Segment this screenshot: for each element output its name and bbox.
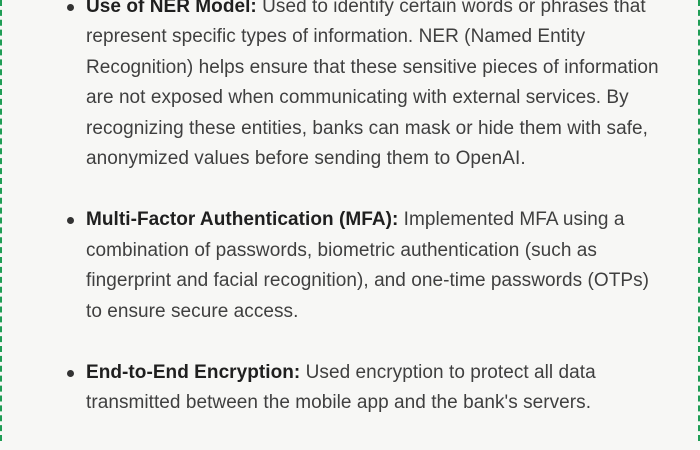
list-item-ner-model [0, 0, 700, 174]
bullet-icon [67, 370, 74, 377]
bullet-icon [67, 4, 74, 11]
item-title: Use of NER Model: [86, 0, 257, 17]
item-text: Used to identify certain words or phrases that represent specific types of information. NER (Named Entity Recognition) helps ensure that these sensitive pieces of information are not exposed when communicating with external services. By recognizing these entities, banks can mask or hide them with safe, anonymized values before sending them to OpenAI. [86, 0, 659, 170]
list-item-encryption [0, 358, 700, 419]
list-item-mfa [0, 205, 700, 327]
bullet-icon [67, 217, 74, 224]
item-title: Multi-Factor Authentication (MFA): [86, 209, 399, 231]
item-text: Implemented MFA using a combination of passwords, biometric authentication (such as fingerprint and facial recognition), and one-time passwords (OTPs) to ensure secure access. [86, 209, 650, 322]
item-title: End-to-End Encryption: [86, 362, 301, 384]
item-text: Used encryption to protect all data transmitted between the mobile app and the bank's servers. [86, 362, 596, 414]
